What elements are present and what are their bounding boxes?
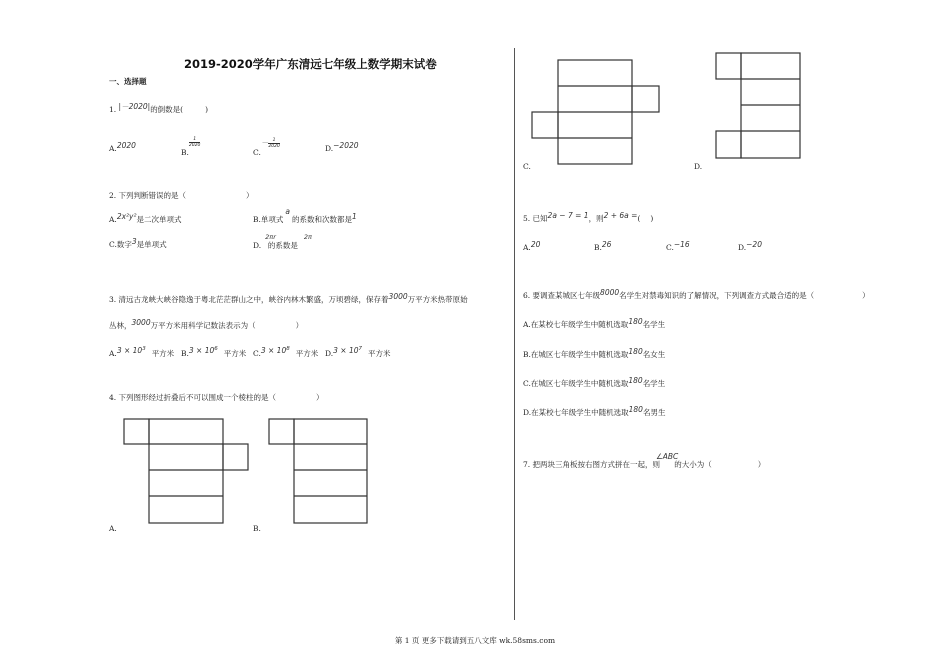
q5-option-d: D.−20: [738, 240, 762, 252]
q6-option-a: A.在某校七年级学生中随机选取180名学生: [523, 317, 666, 329]
q1-number: 1.: [109, 105, 117, 114]
q1-option-b: $B.\frac{1}{2020}$: [181, 137, 201, 157]
net-b-drawing: [268, 418, 368, 526]
net-c-drawing: [530, 56, 662, 168]
question-4: 4. 下列图形经过折叠后不可以围成一个棱柱的是（ ）: [109, 393, 324, 402]
q4-label-a: A.: [109, 524, 117, 533]
q1-option-d-value: −2020: [333, 141, 359, 150]
net-figure-a: [123, 418, 253, 526]
q1-option-b-fraction: $\frac{1}{2020}$: [188, 137, 201, 148]
section-heading: 一、选择题: [109, 77, 147, 86]
net-figure-b: [268, 418, 368, 526]
q1-text: 的倒数是(: [150, 105, 184, 114]
q4-label-d: D.: [694, 162, 703, 171]
q3-option-a: $A.3 \times 10^3$ 平方米: [109, 346, 175, 358]
net-d-drawing: [715, 52, 803, 162]
q3-option-b: $B.3 \times 10^6$ 平方米: [181, 346, 247, 358]
question-6: 6. 要调查某城区七年级8000名学生对禁毒知识的了解情况，下列调查方式最合适的是（ ）: [523, 288, 870, 300]
q2-option-a: A.2x²y²是二次单项式: [109, 212, 182, 224]
question-5: 5. 已知2a − 7 = 1，则2 + 6a =( ): [523, 211, 654, 223]
q1-expression: |－2020|: [118, 102, 151, 111]
q2-option-c: C.数字3是单项式: [109, 237, 167, 249]
q4-label-c: C.: [523, 162, 531, 171]
q1-option-c: $C.-\frac{1}{2020}$: [253, 137, 280, 157]
q5-option-c: C.−16: [666, 240, 690, 252]
net-a-drawing: [123, 418, 253, 526]
column-divider: [514, 48, 515, 620]
q3-option-d: $D.3 \times 10^7$ 平方米: [325, 346, 391, 358]
question-1: [109, 104, 208, 115]
q6-option-d: D.在某校七年级学生中随机选取180名男生: [523, 405, 666, 417]
q2-option-b: B.单项式a的系数和次数都是1: [253, 207, 357, 224]
q1-close: ): [205, 105, 209, 114]
q2-text: 下列判断错误的是（: [118, 191, 187, 200]
page-title: 2019-2020学年广东清远七年级上数学期末试卷: [184, 57, 437, 71]
question-3-line-1: 3. 清远古龙峡大峡谷隐逸于粤北茫茫群山之中，峡谷内林木繁盛，万顷碧绿，保存着3000万平方米热带原始: [109, 292, 468, 304]
question-3-line-2: 丛林，3000万平方米用科学记数法表示为（ ）: [109, 318, 304, 330]
q6-option-c: C.在城区七年级学生中随机选取180名学生: [523, 376, 666, 388]
q5-option-a: A.20: [523, 240, 541, 252]
question-7: 7. 把两块三角板按右图方式拼在一起，则∠ABC的大小为（ ）: [523, 452, 766, 469]
q6-option-b: B.在城区七年级学生中随机选取180名女生: [523, 347, 666, 359]
q1-option-a-value: 2020: [116, 141, 136, 150]
question-2: 2. 下列判断错误的是（ ）: [109, 191, 254, 200]
net-figure-d: [715, 52, 803, 162]
q2-option-d: D.2πr的系数是2π: [253, 233, 312, 250]
net-figure-c: [530, 56, 662, 168]
q1-option-c-fraction: $\frac{1}{2020}$: [268, 137, 280, 149]
q5-option-b: B.26: [594, 240, 612, 252]
page-footer: 第 1 页 更多下载请到五八文库 wk.58sms.com: [394, 636, 556, 645]
q4-label-b: B.: [253, 524, 261, 533]
q3-option-c: $C.3 \times 10^8$ 平方米: [253, 346, 319, 358]
q1-option-d: D.−2020: [325, 141, 359, 153]
q1-option-a: A.2020: [109, 141, 136, 153]
